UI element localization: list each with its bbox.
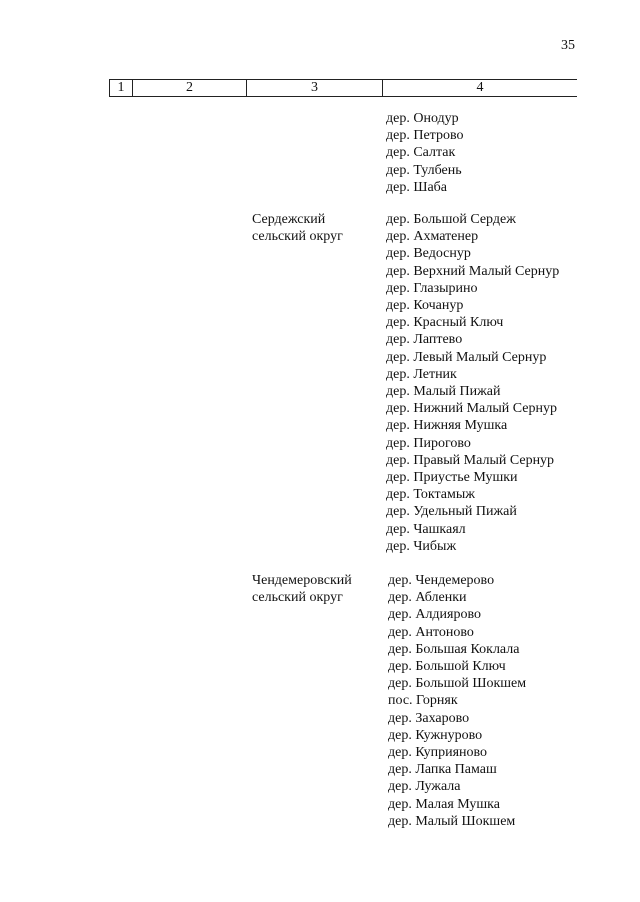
- list-item: дер. Онодур: [386, 111, 459, 126]
- list-item: дер. Тулбень: [386, 162, 462, 178]
- list-item: дер. Куприяново: [388, 745, 488, 761]
- list-item: дер. Малый Шокшем: [388, 813, 516, 829]
- list-item: дер. Лаптево: [386, 332, 463, 348]
- list-item: дер. Большой Сердеж: [386, 212, 516, 227]
- list-item: дер. Антоново: [388, 624, 474, 640]
- list-item: дер. Петрово: [386, 128, 464, 144]
- list-item: дер. Нижний Малый Сернур: [386, 401, 557, 417]
- list-item: дер. Удельный Пижай: [386, 504, 517, 520]
- district-type-line: сельский округ: [252, 229, 343, 245]
- list-item: дер. Кужнурово: [388, 727, 483, 743]
- column-header-3: 3: [247, 80, 383, 96]
- list-item: дер. Токтамыж: [386, 487, 475, 503]
- village-list-serdezh: [386, 211, 559, 555]
- list-item: дер. Чибыж: [386, 538, 457, 554]
- list-item: дер. Красный Ключ: [386, 315, 504, 331]
- list-item: дер. Пирогово: [386, 435, 471, 451]
- list-item: дер. Большой Ключ: [388, 659, 506, 675]
- list-item: дер. Большая Коклала: [388, 641, 520, 657]
- list-item: дер. Левый Малый Сернур: [386, 349, 547, 365]
- list-item: дер. Верхний Малый Сернур: [386, 263, 560, 279]
- list-item: дер. Чашкаял: [386, 521, 466, 537]
- list-item: дер. Абленки: [388, 590, 467, 606]
- district-name-line: Чендемеровский: [252, 573, 352, 588]
- list-item: дер. Большой Шокшем: [388, 676, 527, 692]
- district-name-line: Сердежский: [252, 212, 326, 227]
- list-item: пос. Горняк: [388, 693, 458, 709]
- list-item: дер. Правый Малый Сернур: [386, 452, 555, 468]
- list-item: дер. Глазырино: [386, 280, 478, 296]
- list-item: дер. Приустье Мушки: [386, 470, 518, 486]
- column-header-4: 4: [476, 80, 484, 95]
- list-item: дер. Лапка Памаш: [388, 762, 497, 778]
- list-item: дер. Кочанур: [386, 298, 464, 314]
- list-item: дер. Ахматенер: [386, 229, 479, 245]
- list-item: дер. Нижняя Мушка: [386, 418, 508, 434]
- list-item: дер. Чендемерово: [388, 573, 495, 588]
- district-name-chendemerovo: [252, 572, 352, 606]
- list-item: дер. Лужала: [388, 779, 461, 795]
- list-item: дер. Салтак: [386, 145, 456, 161]
- column-header-2: 2: [133, 80, 247, 96]
- continued-village-list: [386, 110, 463, 196]
- district-type-line: сельский округ: [252, 590, 343, 606]
- list-item: дер. Алдиярово: [388, 607, 482, 623]
- list-item: дер. Шаба: [386, 179, 448, 195]
- list-item: дер. Малый Пижай: [386, 384, 501, 400]
- page-number: 35: [561, 38, 575, 53]
- list-item: дер. Захарово: [388, 710, 470, 726]
- list-item: дер. Ведоснур: [386, 246, 471, 262]
- district-name-serdezh: [252, 211, 343, 245]
- list-item: дер. Малая Мушка: [388, 796, 500, 812]
- table-header-row: [109, 79, 577, 97]
- village-list-chendemerovo: [388, 572, 526, 830]
- list-item: дер. Летник: [386, 366, 457, 382]
- column-header-1: 1: [110, 80, 133, 96]
